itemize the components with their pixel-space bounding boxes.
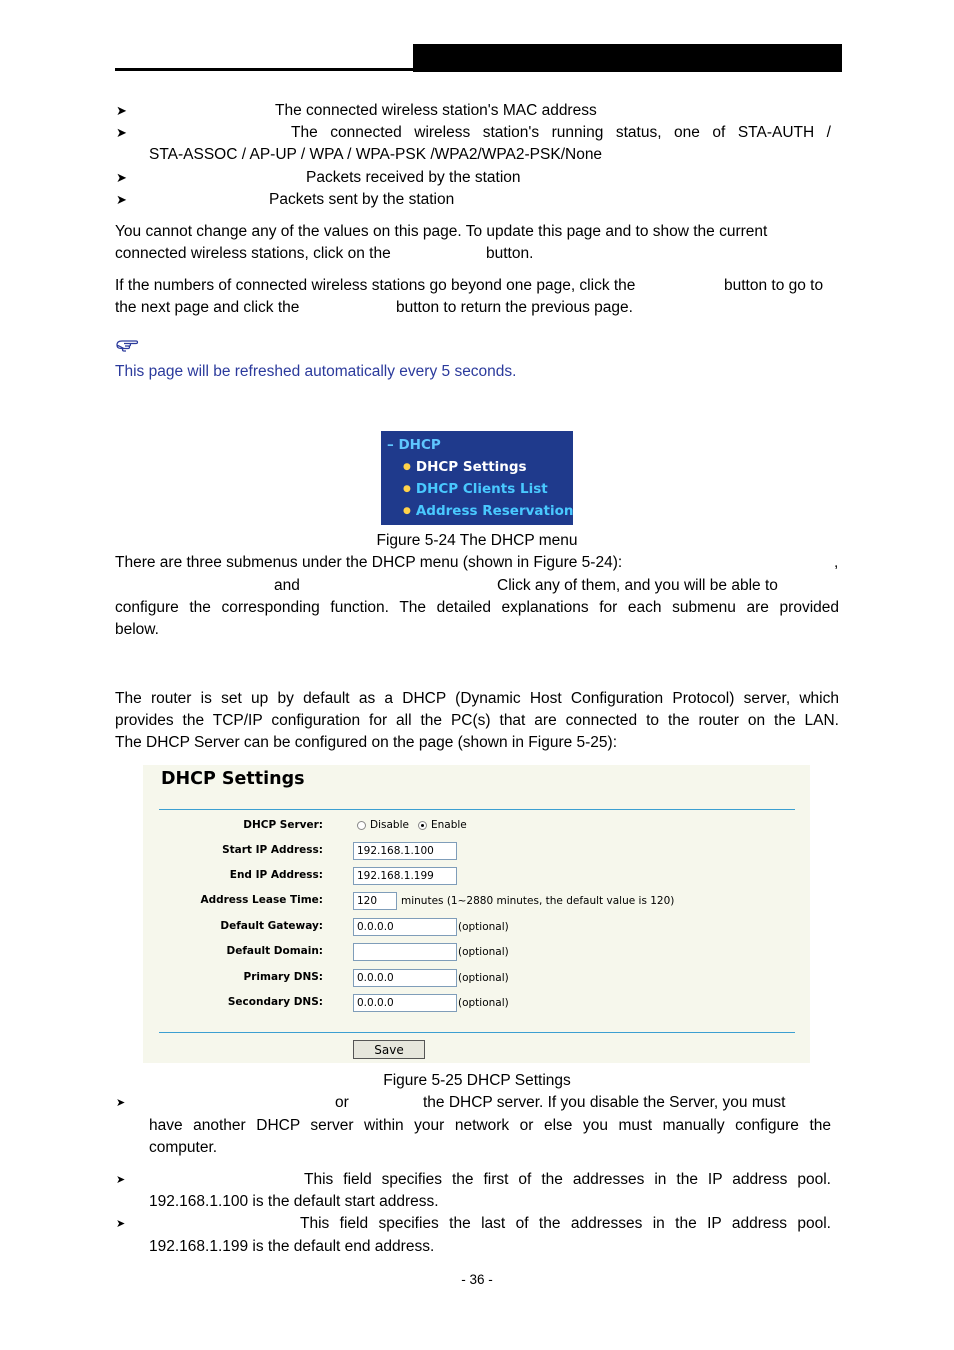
status-desc: The connected wireless station's running status, one of STA-AUTH / [291,124,831,141]
lease-time-input[interactable] [353,892,397,910]
bullet1-line1b: the DHCP server. If you disable the Server, you must [423,1094,786,1111]
menu-item-dhcp-clients-list[interactable]: ● DHCP Clients List [403,481,548,497]
bullet-arrow-icon: ➤ [116,192,127,207]
bullet1-line2: have another DHCP server within your network or else you must manually configure the [149,1117,831,1134]
optional-hint: (optional) [458,921,509,933]
disable-label: Disable [370,819,409,831]
secondary-dns-input[interactable] [353,994,457,1012]
bullet3-line2: 192.168.1.199 is the default end address. [149,1238,435,1255]
start-ip-input[interactable] [353,842,457,860]
panel-bottom-rule [159,1032,795,1033]
bullet-dot-icon: ● [403,506,411,516]
bullet-dot-icon: ● [403,462,411,472]
mac-address-desc: The connected wireless station's MAC address [275,102,597,119]
para1-line1: You cannot change any of the values on this page. To update this page and to show the current [115,223,768,240]
para4-line2: provides the TCP/IP configuration for all the PC(s) that are connected to the router on the LAN. [115,712,839,729]
para1-line2a: connected wireless stations, click on the [115,245,391,262]
para3-line2b: Click any of them, and you will be able to [497,577,778,594]
para3-line3: configure the corresponding function. The detailed explanations for each submenu are provided [115,599,839,616]
para2-line2a: the next page and click the [115,299,300,316]
bullet-arrow-icon: ➤ [116,103,127,118]
bullet1-line3: computer. [149,1139,218,1156]
secondary-dns-label: Secondary DNS: [227,996,323,1008]
para1-line2b: button. [486,245,534,262]
para3-line2a: and [274,577,300,594]
dhcp-menu-title[interactable]: – DHCP [387,437,441,453]
para2-line2b: button to return the previous page. [396,299,633,316]
optional-hint: (optional) [458,946,509,958]
header-bar [413,44,842,72]
disable-radio[interactable] [357,821,366,830]
menu-item-address-reservation[interactable]: ● Address Reservation [403,503,574,519]
lease-time-hint: minutes (1~2880 minutes, the default value is 120) [401,895,675,907]
lease-time-label: Address Lease Time: [200,894,323,906]
menu-item-dhcp-settings[interactable]: ● DHCP Settings [403,459,527,475]
para2-line1b: button to go to [724,277,824,294]
panel-title: DHCP Settings [161,769,305,789]
received-packets-desc: Packets received by the station [306,169,521,186]
save-button[interactable]: Save [353,1040,425,1059]
bullet-arrow-icon: ➤ [116,1097,126,1109]
default-gateway-input[interactable] [353,918,457,936]
dhcp-menu-figure [381,431,573,525]
figure-caption-24: Figure 5-24 The DHCP menu [376,532,578,549]
para4-line3: The DHCP Server can be configured on the page (shown in Figure 5-25): [115,734,618,751]
default-domain-label: Default Domain: [226,945,323,957]
sent-packets-desc: Packets sent by the station [269,191,455,208]
enable-label: Enable [431,819,467,831]
para3-line4: below. [115,621,159,638]
primary-dns-label: Primary DNS: [243,971,323,983]
default-gateway-label: Default Gateway: [220,920,323,932]
bullet-arrow-icon: ➤ [116,1218,126,1230]
collapse-icon: – [387,437,399,453]
bullet-arrow-icon: ➤ [116,170,127,185]
enable-radio[interactable] [418,821,427,830]
bullet-arrow-icon: ➤ [116,125,127,140]
end-ip-input[interactable] [353,867,457,885]
bullet3-line1: This field specifies the last of the addresses in the IP address pool. [300,1215,831,1232]
header-rule [115,68,413,71]
optional-hint: (optional) [458,997,509,1009]
bullet1-line1a: or [335,1094,349,1111]
para3-line1b: , [834,554,839,571]
para4-line1: The router is set up by default as a DHCP (Dynamic Host Configuration Protocol) server, which [115,690,839,707]
bullet-dot-icon: ● [403,484,411,494]
dhcp-server-label: DHCP Server: [243,819,323,831]
page-number: - 36 - [461,1272,493,1287]
para2-line1a: If the numbers of connected wireless stations go beyond one page, click the [115,277,636,294]
para3-line1a: There are three submenus under the DHCP menu (shown in Figure 5-24): [115,554,623,571]
default-domain-input[interactable] [353,943,457,961]
panel-top-rule [159,809,795,810]
end-ip-label: End IP Address: [229,869,323,881]
note-text: This page will be refreshed automatically every 5 seconds. [115,363,517,380]
pointing-hand-icon [116,337,140,353]
bullet-arrow-icon: ➤ [116,1174,126,1186]
status-desc-cont: STA-ASSOC / AP-UP / WPA / WPA-PSK /WPA2/WPA2-PSK/None [149,146,603,163]
bullet2-line2: 192.168.1.100 is the default start address. [149,1193,439,1210]
bullet2-line1: This field specifies the first of the addresses in the IP address pool. [304,1171,831,1188]
optional-hint: (optional) [458,972,509,984]
start-ip-label: Start IP Address: [222,844,323,856]
primary-dns-input[interactable] [353,969,457,987]
dhcp-settings-panel [143,765,810,1063]
figure-caption-25: Figure 5-25 DHCP Settings [383,1072,571,1089]
